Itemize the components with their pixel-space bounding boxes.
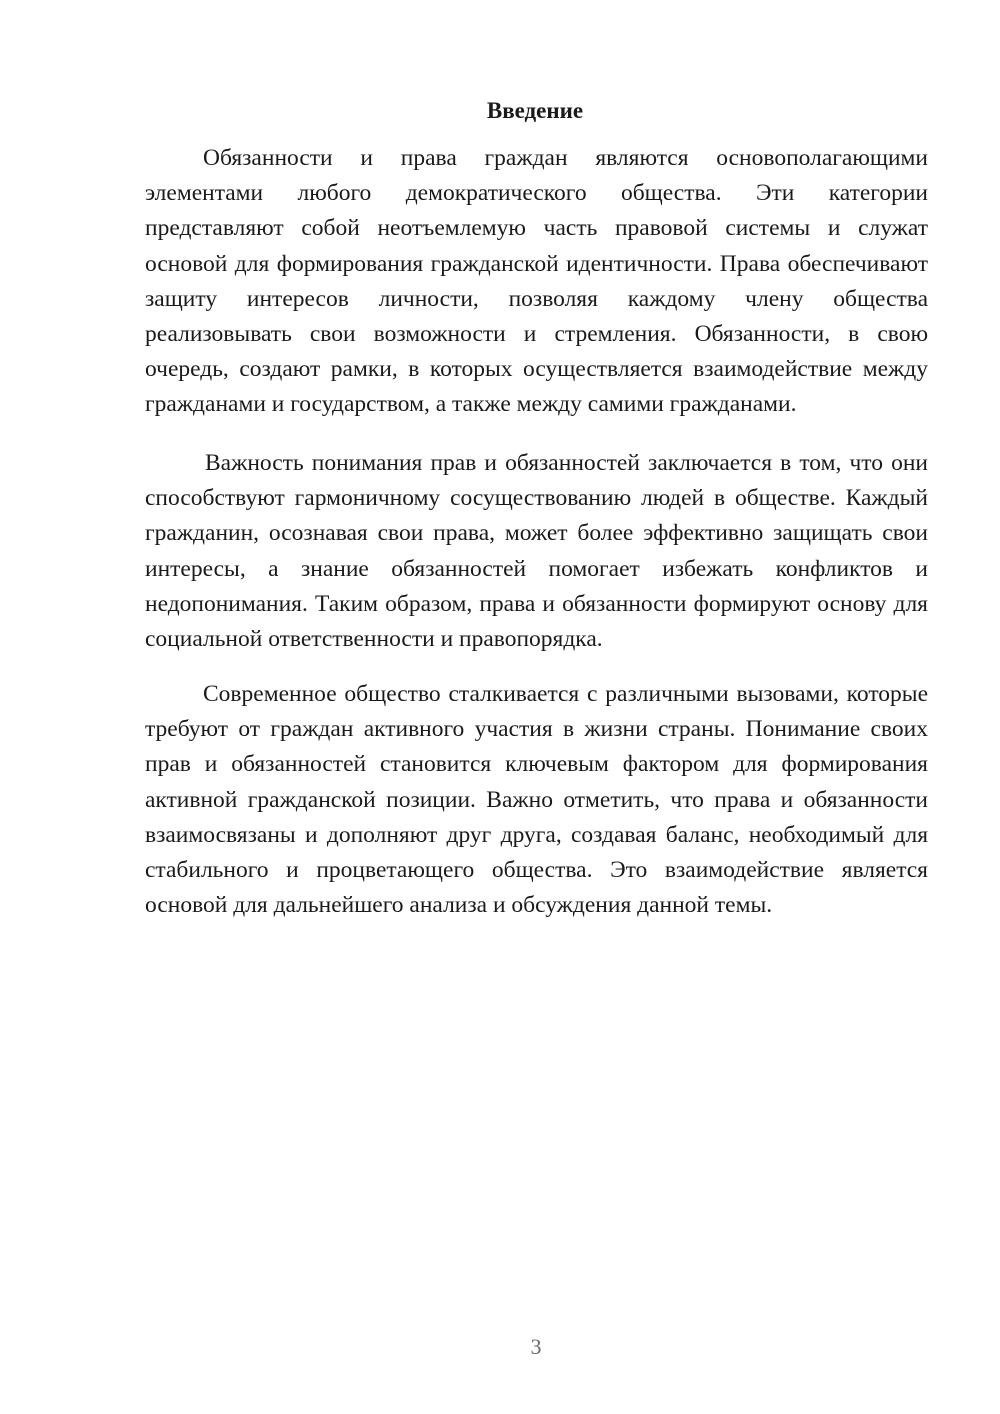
section-heading: Введение [486, 98, 584, 123]
page-number: 3 [530, 1334, 542, 1359]
paragraph-1: Обязанности и права граждан являются основополагающими элементами любого демократического общества. Эти категории представляют собой неотъемлемую часть правовой системы и служат основой для формирования гражданской идентичности. Права обеспечивают защиту интересов личности, позволяя каждому члену общества реализовывать свои возможности и стремления. Обязанности, в свою очередь, создают рамки, в которых осуществляется взаимодействие между гражданами и государством, а также между самими гражданами. [145, 145, 928, 418]
paragraph-3: Современное общество сталкивается с различными вызовами, которые требуют от граждан активного участия в жизни страны. Понимание своих прав и обязанностей становится ключевым фактором для формирования активной гражданской позиции. Важно отметить, что права и обязанности взаимосвязаны и дополняют друг друга, создавая баланс, необходимый для стабильного и процветающего общества. Это взаимодействие является основой для дальнейшего анализа и обсуждения данной темы. [145, 681, 928, 919]
paragraph-2: Важность понимания прав и обязанностей заключается в том, что они способствуют гармоничному сосуществованию людей в обществе. Каждый гражданин, осознавая свои права, может более эффективно защищать свои интересы, а знание обязанностей помогает избежать конфликтов и недопонимания. Таким образом, права и обязанности формируют основу для социальной ответственности и правопорядка. [145, 450, 928, 653]
